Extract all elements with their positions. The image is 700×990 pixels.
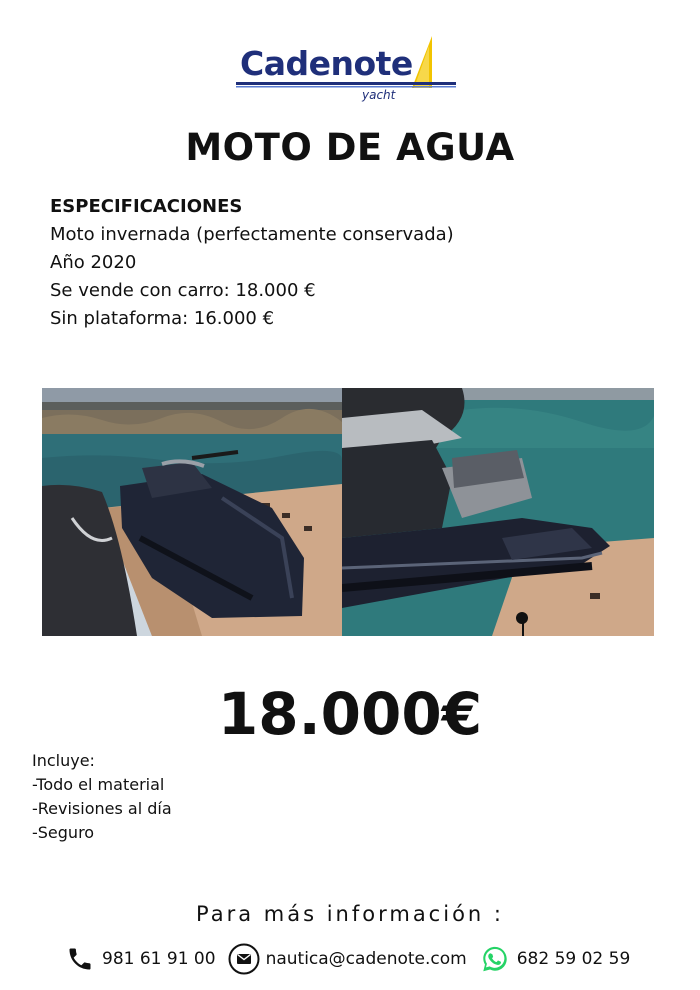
contact-bar (64, 942, 630, 976)
jet-ski-photo-right (342, 388, 654, 636)
includes-list (32, 749, 172, 845)
email-contact[interactable] (228, 943, 467, 975)
jet-ski-photo-left (42, 388, 342, 636)
photo-gallery (42, 388, 654, 636)
spec-line: Año 2020 (50, 252, 137, 273)
brand-logo (236, 32, 458, 108)
spec-line: Se vende con carro: 18.000 € (50, 280, 316, 301)
phone-number: 981 61 91 00 (102, 949, 216, 969)
whatsapp-contact[interactable] (479, 943, 631, 975)
whatsapp-number: 682 59 02 59 (516, 949, 631, 969)
whatsapp-icon (479, 943, 511, 975)
phone-icon (64, 943, 96, 975)
list-item: -Todo el material (32, 775, 165, 794)
email-address: nautica@cadenote.com (265, 949, 467, 969)
includes-heading: Incluye: (32, 751, 95, 770)
page-title: MOTO DE AGUA (185, 126, 515, 169)
spec-line: Sin plataforma: 16.000 € (50, 308, 275, 329)
phone-contact[interactable] (64, 943, 216, 975)
more-info-heading: Para más información : (196, 902, 504, 926)
logo-subtitle: yacht (362, 88, 396, 102)
price: 18.000€ (217, 680, 483, 748)
list-item: -Seguro (32, 823, 95, 842)
mail-icon (228, 943, 260, 975)
specs-heading: ESPECIFICACIONES (50, 196, 243, 217)
list-item: -Revisiones al día (32, 799, 172, 818)
spec-line: Moto invernada (perfectamente conservada) (50, 224, 454, 245)
logo-wordmark: Cadenote (240, 44, 413, 83)
specifications (50, 193, 454, 333)
